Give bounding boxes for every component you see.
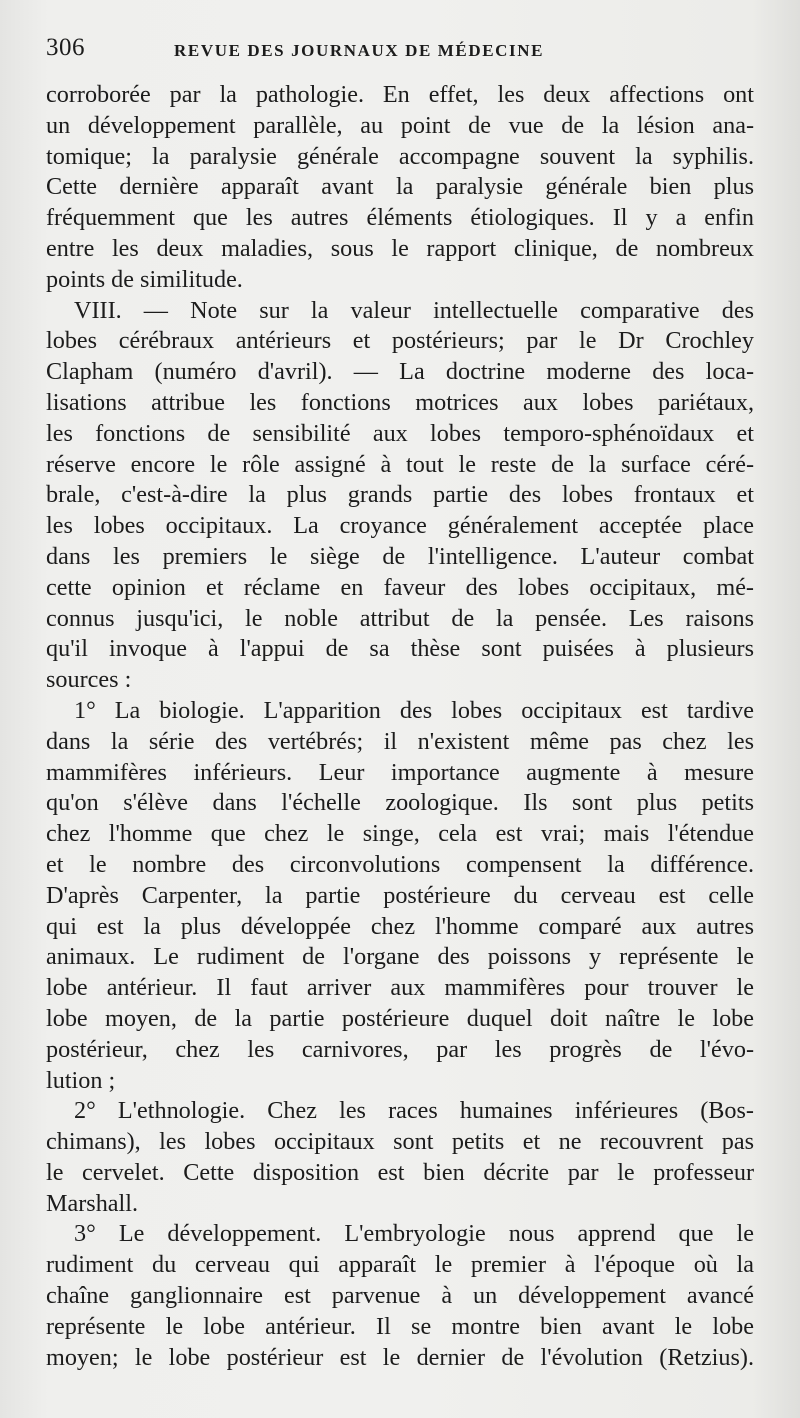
text-line: VIII. — Note sur la valeur intellectuelle comparative des	[74, 296, 754, 324]
text-line: connus jusqu'ici, le noble attribut de la pensée. Les raisons	[46, 604, 754, 632]
text-line: corroborée par la pathologie. En effet, les deux affections ont	[46, 81, 754, 108]
text-line: Clapham (numéro d'avril). — La doctrine moderne des loca-	[46, 358, 754, 386]
text-line: les fonctions de sensibilité aux lobes temporo-sphénoïdaux et	[46, 419, 754, 447]
text-line: le cervelet. Cette disposition est bien décrite par le professeur	[46, 1158, 754, 1186]
text-line: qu'on s'élève dans l'échelle zoologique. Ils sont plus petits	[46, 789, 754, 817]
text-line: lobe antérieur. Il faut arriver aux mammifères pour trouver le	[46, 974, 754, 1002]
text-line: rudiment du cerveau qui apparaît le premier à l'époque où la	[46, 1251, 754, 1279]
text-line: dans les premiers le siège de l'intelligence. L'auteur combat	[46, 542, 754, 570]
text-line: et le nombre des circonvolutions compensent la différence.	[46, 850, 754, 878]
text-line: entre les deux maladies, sous le rapport clinique, de nombreux	[46, 234, 754, 262]
text-line: lisations attribue les fonctions motrices aux lobes pariétaux,	[46, 388, 754, 416]
text-line: fréquemment que les autres éléments étiologiques. Il y a enfin	[46, 204, 754, 232]
text-line: Marshall.	[46, 1189, 139, 1217]
body-text	[46, 80, 754, 1373]
text-line: lobes cérébraux antérieurs et postérieurs; par le Dr Crochley	[46, 327, 754, 355]
text-line: postérieur, chez les carnivores, par les progrès de l'évo-	[46, 1035, 754, 1063]
text-line: qui est la plus développée chez l'homme comparé aux autres	[46, 912, 754, 940]
text-line: animaux. Le rudiment de l'organe des poissons y représente le	[46, 943, 754, 971]
text-line: D'après Carpenter, la partie postérieure du cerveau est celle	[46, 881, 754, 909]
page-header	[46, 30, 752, 70]
text-line: cette opinion et réclame en faveur des lobes occipitaux, mé-	[46, 573, 754, 601]
text-line: chaîne ganglionnaire est parvenue à un développement avancé	[46, 1282, 754, 1310]
text-line: représente le lobe antérieur. Il se montre bien avant le lobe	[46, 1312, 754, 1340]
text-line: mammifères inférieurs. Leur importance augmente à mesure	[46, 758, 754, 786]
text-line: chimans), les lobes occipitaux sont petits et ne recouvrent pas	[46, 1128, 754, 1156]
text-line: dans la série des vertébrés; il n'existent même pas chez les	[46, 727, 754, 755]
text-line: 1° La biologie. L'apparition des lobes occipitaux est tardive	[74, 696, 754, 724]
text-line: points de similitude.	[46, 265, 243, 293]
text-line: lution ;	[46, 1066, 116, 1094]
text-line: 3° Le développement. L'embryologie nous apprend que le	[74, 1220, 754, 1248]
text-line: réserve encore le rôle assigné à tout le reste de la surface céré-	[46, 450, 754, 478]
text-line: sources :	[46, 666, 132, 694]
text-line: tomique; la paralysie générale accompagne souvent la syphilis.	[46, 142, 754, 170]
text-line: chez l'homme que chez le singe, cela est vrai; mais l'étendue	[46, 820, 754, 848]
text-line: moyen; le lobe postérieur est le dernier de l'évolution (Retzius).	[46, 1343, 754, 1371]
text-line: brale, c'est-à-dire la plus grands partie des lobes frontaux et	[46, 481, 754, 509]
text-line: qu'il invoque à l'appui de sa thèse sont puisées à plusieurs	[46, 635, 754, 663]
text-line: un développement parallèle, au point de vue de la lésion ana-	[46, 111, 754, 139]
running-head: REVUE DES JOURNAUX DE MÉDECINE	[174, 41, 545, 60]
text-line: 2° L'ethnologie. Chez les races humaines inférieures (Bos-	[74, 1097, 754, 1125]
text-line: Cette dernière apparaît avant la paralysie générale bien plus	[46, 173, 754, 201]
text-line: lobe moyen, de la partie postérieure duquel doit naître le lobe	[46, 1004, 754, 1032]
text-line: les lobes occipitaux. La croyance généralement acceptée place	[46, 512, 754, 540]
page-number: 306	[46, 34, 85, 61]
